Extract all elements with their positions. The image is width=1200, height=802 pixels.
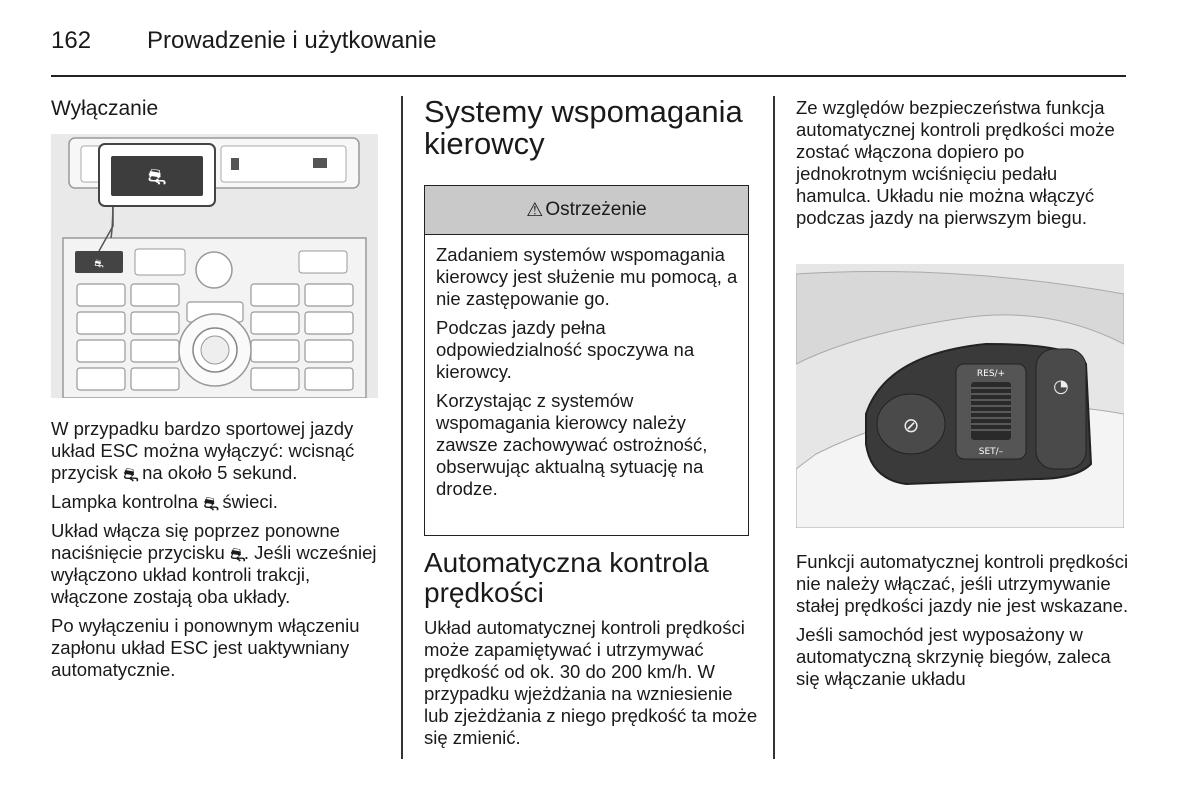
text-fragment: świeci. [217,491,278,512]
esc-paragraph-3 [51,520,381,608]
cruise-paragraph-4: Jeśli samochód jest wyposażony w automatyczną skrzynię biegów, zaleca się włączanie układu [796,624,1111,689]
section-heading-disable: Wyłączanie [51,97,159,120]
res-plus-label: RES/+ [976,369,1006,379]
column-divider-1 [401,96,403,759]
column-divider-2 [773,96,775,759]
esc-paragraph-1 [51,418,381,484]
col3-body-bottom [796,551,1131,697]
cruise-paragraph-3: Funkcji automatycznej kontroli prędkości nie należy włączać, jeśli utrzymywanie stałej prędkości jazdy nie jest wskazane. [796,551,1129,616]
text-fragment: na około 5 sekund. [136,462,298,483]
page-number: 162 [51,27,92,54]
esc-console-illustration [51,134,378,398]
col1-body [51,418,381,688]
esc-warning-lamp-icon: ⛐ [203,493,220,514]
col3-body-top [796,97,1131,236]
text-fragment: W przypadku bardzo sportowej jazdy układ ESC można wyłączyć: wcisnąć przycisk [51,418,355,483]
warning-title: Ostrzeżenie [545,199,647,220]
warning-paragraph-1: Zadaniem systemów wspomagania kierowcy jest służenie mu pomocą, a nie zastępowanie go. [436,244,738,309]
steering-wheel-controls-illustration [796,264,1124,528]
col2-body [424,617,759,756]
text-fragment: Lampka kontrolna [51,491,204,512]
esc-paragraph-4: Po wyłączeniu i ponownym włączeniu zapłonu układ ESC jest uaktywniany automatycznie. [51,615,360,680]
esc-off-icon: ⛐ [229,544,246,565]
warning-triangle-icon: ⚠ [526,199,544,221]
cruise-paragraph-1: Układ automatycznej kontroli prędkości może zapamiętywać i utrzymywać prędkość od ok. 30 do 200 km/h. W przypadku wjeżdżania na wzniesienie lub zjeżdżania z niego prędkość ta może się zmienić. [424,617,758,748]
text-fragment: Układ włącza się poprzez ponowne naciśnięcie przycisku [51,520,340,563]
warning-header [425,186,748,235]
svg-text:◔: ◔ [1053,376,1069,397]
warning-paragraph-2: Podczas jazdy pełna odpowiedzialność spoczywa na kierowcy. [436,317,695,382]
svg-text:⛐: ⛐ [94,257,104,270]
text-fragment: . Jeśli wcześniej wyłączono układ kontroli trakcji, włączone zostają oba układy. [51,542,377,607]
header-divider [51,75,1126,77]
esc-paragraph-2 [51,491,381,513]
set-minus-label: SET/– [978,447,1004,457]
warning-box [424,185,749,536]
warning-body [425,235,748,500]
warning-paragraph-3: Korzystając z systemów wspomagania kierowcy należy zawsze zachowywać ostrożność, obserwując aktualną sytuację na drodze. [436,390,708,499]
page-header-title: Prowadzenie i użytkowanie [147,27,437,54]
svg-text:⛐: ⛐ [147,165,167,190]
section-heading-driver-assistance: Systemy wspomagania kierowcy [424,94,743,161]
section-heading-cruise-control: Automatyczna kontrola prędkości [424,547,709,608]
esc-off-icon: ⛐ [122,464,139,485]
svg-text:⊘: ⊘ [902,413,920,437]
cruise-paragraph-2: Ze względów bezpieczeństwa funkcja automatycznej kontroli prędkości może zostać włączona dopiero po jednokrotnym wciśnięciu pedału hamulca. Układu nie można włączyć podczas jazdy na pierwszym biegu. [796,97,1115,228]
